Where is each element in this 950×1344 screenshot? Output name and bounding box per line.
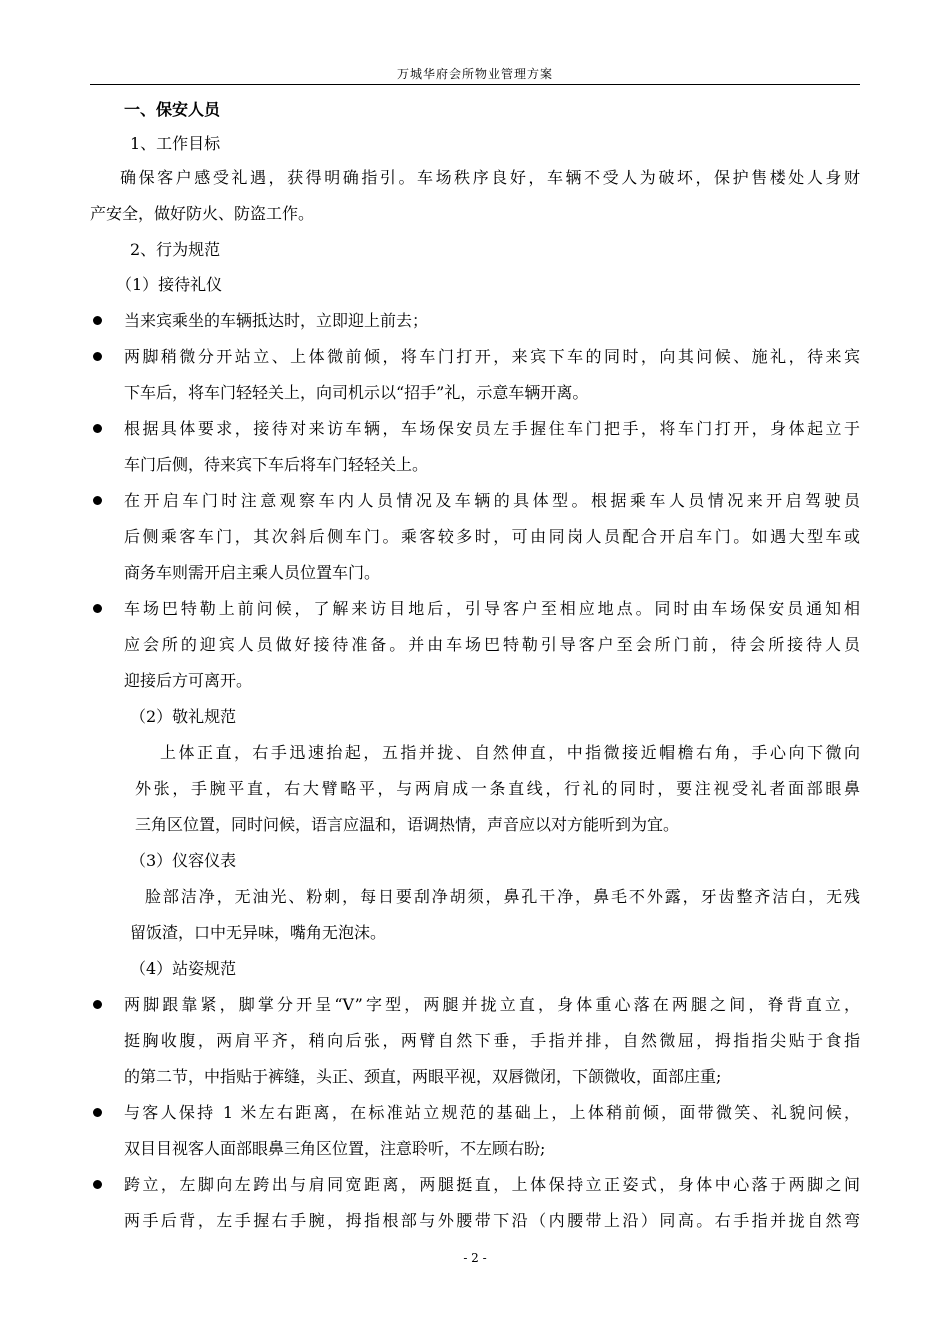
bullet-icon (93, 1180, 102, 1189)
list-item-continuation: 挺胸收腹，两肩平齐，稍向后张，两臂自然下垂，手指并排，自然微屈，拇指指尖贴于食指 (124, 1031, 860, 1050)
list-item-continuation: 双目目视客人面部眼鼻三角区位置，注意聆听，不左顾右盼; (124, 1139, 546, 1158)
list-item: 与客人保持 1 米左右距离，在标准站立规范的基础上，上体稍前倾，面带微笑、礼貌问候， (124, 1103, 860, 1122)
list-item: 两脚稍微分开站立、上体微前倾，将车门打开，来宾下车的同时，向其问候、施礼，待来宾 (124, 347, 860, 366)
list-item-continuation: 后侧乘客车门，其次斜后侧车门。乘客较多时，可由同岗人员配合开启车门。如遇大型车或 (124, 527, 860, 546)
bullet-icon (93, 496, 102, 505)
stance-heading: （4）站姿规范 (130, 959, 237, 978)
list-item-continuation: 车门后侧，待来宾下车后将车门轻轻关上。 (124, 455, 429, 474)
list-item-continuation: 下车后，将车门轻轻关上，向司机示以“招手”礼，示意车辆开离。 (124, 383, 589, 402)
reception-heading: （1）接待礼仪 (116, 275, 223, 294)
header-divider (90, 84, 860, 85)
list-item: 跨立，左脚向左跨出与肩同宽距离，两腿挺直，上体保持立正姿式，身体中心落于两脚之间 (124, 1175, 860, 1194)
list-item-continuation: 商务车则需开启主乘人员位置车门。 (124, 563, 381, 582)
salute-heading: （2）敬礼规范 (130, 707, 237, 726)
behavior-heading: 2、行为规范 (130, 240, 221, 259)
page-header: 万城华府会所物业管理方案 (396, 67, 553, 81)
salute-text-line: 三角区位置，同时问候，语言应温和，语调热情，声音应以对方能听到为宜。 (135, 815, 680, 834)
list-item-continuation: 两手后背，左手握右手腕，拇指根部与外腰带下沿（内腰带上沿）同高。右手指并拢自然弯 (124, 1211, 860, 1230)
goal-text-line: 产安全，做好防火、防盗工作。 (90, 204, 315, 223)
salute-text-line: 外张，手腕平直，右大臂略平，与两肩成一条直线，行礼的同时，要注视受礼者面部眼鼻 (135, 779, 860, 798)
bullet-icon (93, 1108, 102, 1117)
list-item: 当来宾乘坐的车辆抵达时，立即迎上前去； (124, 311, 429, 330)
section-heading: 一、保安人员 (124, 100, 221, 119)
list-item: 在开启车门时注意观察车内人员情况及车辆的具体型。根据乘车人员情况来开启驾驶员 (124, 491, 860, 510)
list-item: 两脚跟靠紧，脚掌分开呈“V”字型，两腿并拢立直，身体重心落在两腿之间，脊背直立， (124, 995, 860, 1014)
appearance-text-line: 脸部洁净，无油光、粉刺，每日要刮净胡须，鼻孔干净，鼻毛不外露，牙齿整齐洁白，无残 (145, 887, 860, 906)
bullet-icon (93, 424, 102, 433)
bullet-icon (93, 316, 102, 325)
appearance-text-line: 留饭渣，口中无异味，嘴角无泡沫。 (130, 923, 387, 942)
goal-heading: 1、工作目标 (130, 134, 221, 153)
appearance-heading: （3）仪容仪表 (130, 851, 237, 870)
list-item: 根据具体要求，接待对来访车辆，车场保安员左手握住车门把手，将车门打开，身体起立于 (124, 419, 860, 438)
bullet-icon (93, 352, 102, 361)
list-item-continuation: 的第二节，中指贴于裤缝，头正、颈直，两眼平视，双唇微闭，下颌微收，面部庄重; (124, 1067, 722, 1086)
list-item-continuation: 迎接后方可离开。 (124, 671, 253, 690)
list-item-continuation: 应会所的迎宾人员做好接待准备。并由车场巴特勒引导客户至会所门前，待会所接待人员 (124, 635, 860, 654)
bullet-icon (93, 1000, 102, 1009)
goal-text-line: 确保客户感受礼遇，获得明确指引。车场秩序良好，车辆不受人为破坏，保护售楼处人身财 (120, 168, 860, 187)
salute-text-line: 上体正直，右手迅速抬起，五指并拢、自然伸直，中指微接近帽檐右角，手心向下微向 (160, 743, 860, 762)
bullet-icon (93, 604, 102, 613)
page-number: - 2 - (463, 1251, 487, 1265)
list-item: 车场巴特勒上前问候，了解来访目地后，引导客户至相应地点。同时由车场保安员通知相 (124, 599, 860, 618)
